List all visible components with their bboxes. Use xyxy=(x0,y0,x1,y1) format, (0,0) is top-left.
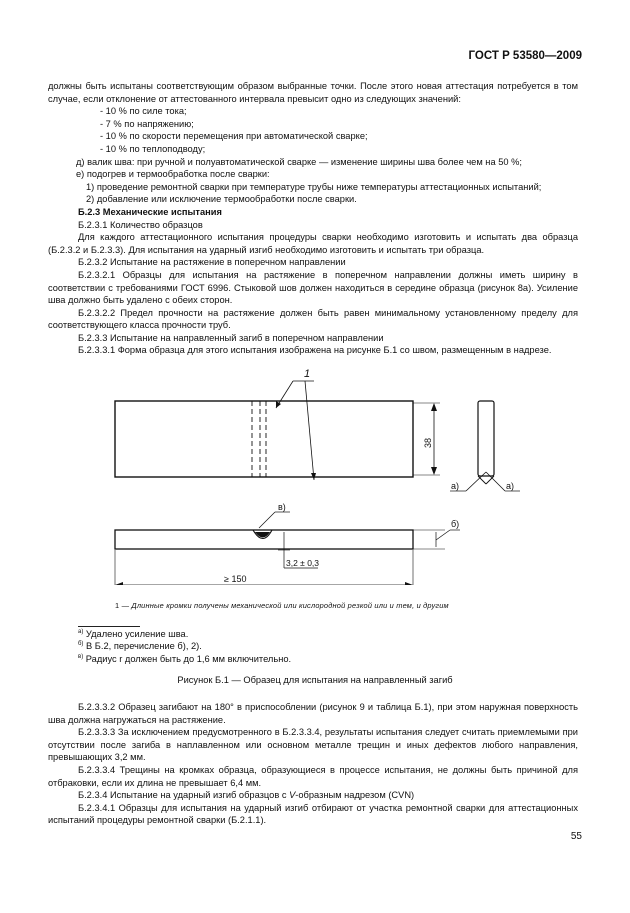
list-item: 2) добавление или исключение термообработки после сварки. xyxy=(86,194,357,205)
list-item: 1) проведение ремонтной сварки при температуре трубы ниже температуры аттестационных испытаний; xyxy=(86,181,542,192)
plate-end-view xyxy=(478,401,494,476)
paragraph: Б.2.3.3.1 Форма образца для этого испытания изображена на рисунке Б.1 со швом, размещенным в надрезе. xyxy=(78,345,552,356)
footnotes xyxy=(78,628,291,665)
main-text xyxy=(48,80,578,357)
specimen-drawing xyxy=(100,360,550,585)
legend-text: — Длинные кромки получены механической или кислородной резкой или и тем, и другим xyxy=(119,601,449,610)
page-number: 55 xyxy=(570,831,582,842)
footnote-mark: б) xyxy=(78,641,84,648)
dimension-length: ≥ 150 xyxy=(224,574,247,584)
list-item: е) подогрев и термообработка после сварки: xyxy=(76,169,270,180)
footnote xyxy=(78,640,291,652)
paragraph: Б.2.3.2.1 Образцы для испытания на растяжение в поперечном направлении должны иметь ширину в соответствии с требованиями ГОСТ 6996. Стыковой шов должен находиться в середине образца (рисунок 8а). Усиление шва должно быть удалено с обеих сторон. xyxy=(48,269,578,306)
footnote xyxy=(78,653,291,665)
footnote-text: Радиус r должен быть до 1,6 мм включительно. xyxy=(83,653,292,664)
subsection-heading: Б.2.3.3 Испытание на направленный загиб в поперечном направлении xyxy=(78,332,384,343)
plate-top-view xyxy=(115,401,413,477)
dimension-groove: 3,2 ± 0,3 xyxy=(286,558,320,568)
paragraph: Б.2.3.3.3 За исключением предусмотренного в Б.2.3.3.4, результаты испытания следует считать приемлемыми при отсутствии после загиба в наплавленном или основном металле трещин и иных дефектов любого направления, превышающих 3,2 мм. xyxy=(48,727,578,763)
subsection-heading: Б.2.3.2 Испытание на растяжение в поперечном направлении xyxy=(78,257,346,268)
list-item: д) валик шва: при ручной и полуавтоматической сварке — изменение ширины шва более чем на 50 %; xyxy=(76,156,522,167)
section-heading: Б.2.3 Механические испытания xyxy=(78,206,222,217)
list-item: - 10 % по скорости перемещения при автоматической сварке; xyxy=(100,131,368,142)
note-b-mark: б) xyxy=(451,519,460,529)
paragraph: Б.2.3.2.2 Предел прочности на растяжение должен быть равен минимальному установленному пределу для соответствующего класса прочности труб. xyxy=(48,307,578,331)
list-item: - 10 % по теплоподводу; xyxy=(100,143,206,154)
callout-1: 1 xyxy=(304,368,311,380)
heading-part: V xyxy=(289,790,296,801)
paragraph: Б.2.3.4.1 Образцы для испытания на ударный изгиб отбирают от участка ремонтной сварки для аттестационных испытаний процедуры ремонтной сварки (Б.2.1.1). xyxy=(48,802,578,826)
list-item: - 10 % по силе тока; xyxy=(100,106,187,117)
footnote-text: В Б.2, перечисление б), 2). xyxy=(83,641,202,652)
figure-title: Рисунок Б.1 — Образец для испытания на направленный загиб xyxy=(177,675,453,685)
paragraph: Для каждого аттестационного испытания процедуры сварки необходимо изготовить и испытать два образца (Б.2.3.2 и Б.2.3.3). Для испытания на ударный изгиб необходимо изготовить и испытать три образца. xyxy=(48,232,578,255)
main-text-continued xyxy=(48,701,578,827)
dimension-height: 38 xyxy=(423,437,433,448)
footnote-mark: а) xyxy=(78,628,84,635)
subsection-heading xyxy=(48,789,578,802)
note-a-mark-left: а) xyxy=(451,481,460,491)
note-v-mark: в) xyxy=(278,502,286,512)
leader-line xyxy=(305,381,314,480)
paragraph: Б.2.3.3.4 Трещины на кромках образца, образующиеся в процессе испытания, не должны быть причиной для отбраковки, если их длина не превышает 6,4 мм. xyxy=(48,764,578,788)
note-a-mark-right: а) xyxy=(506,481,515,491)
footnote-mark: в) xyxy=(78,653,84,660)
heading-part: -образным надрезом (CVN) xyxy=(295,790,415,801)
paragraph: Б.2.3.3.2 Образец загибают на 180° в приспособлении (рисунок 9 и таблица Б.1), при этом наружная поверхность шва должна нагружаться на растяжение. xyxy=(48,702,578,725)
heading-part: Б.2.3.4 Испытание на ударный изгиб образцов с xyxy=(78,790,290,801)
footnote-rule xyxy=(78,626,140,627)
figure-legend xyxy=(115,601,449,610)
subsection-heading: Б.2.3.1 Количество образцов xyxy=(78,219,203,230)
footnote-text: Удалено усиление шва. xyxy=(83,629,189,639)
document-header: ГОСТ Р 53580—2009 xyxy=(468,50,582,62)
paragraph: должны быть испытаны соответствующим образом выбранные точки. После этого новая аттестация потребуется в том случае, если отклонение от аттестованного интервала превысит одно из следующих значений: xyxy=(48,81,578,104)
footnote xyxy=(78,628,291,640)
list-item: - 7 % по напряжению; xyxy=(100,118,194,129)
legend-number: 1 xyxy=(115,601,120,610)
